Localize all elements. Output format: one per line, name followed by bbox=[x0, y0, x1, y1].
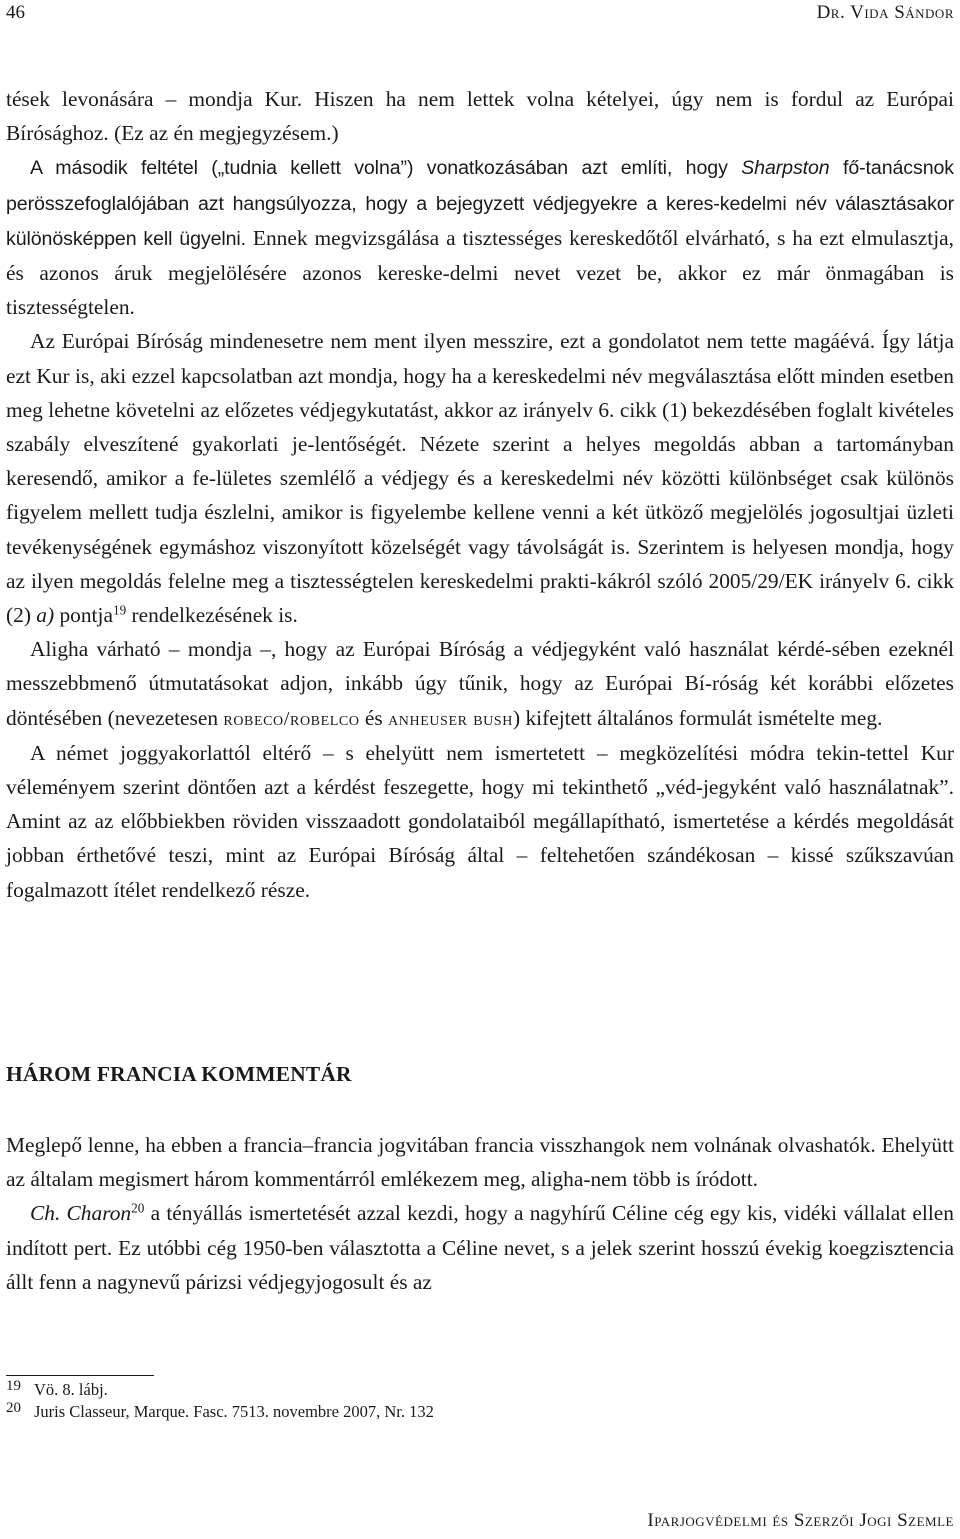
paragraph bbox=[6, 150, 954, 324]
paragraph-text: ) kifejtett általános formulát ismételte meg. bbox=[512, 705, 883, 730]
case-name: robeco/robelco bbox=[223, 707, 360, 730]
paragraph: A német joggyakorlattól eltérő – s ehelyütt nem ismertetett – megközelítési módra tekin-tettel Kur véleményem szerint döntően azt a kérdést feszegette, hogy mi tekinthető „véd-jegyként való használatnak”. Amint az az előbbiekben röviden visszaadott gondolataiból megállapítható, ismertetése a kérdés megoldását jobban érthetővé teszi, mint az Európai Bíróság által – feltehetően szándékosan – kissé szűkszavúan fogalmazott ítélet rendelkező része. bbox=[6, 740, 954, 902]
paragraph bbox=[6, 324, 954, 632]
paragraph-text: Aligha várható – mondja –, hogy az Európai Bíróság a védjegyként való használat kérdé-sében ezeknél messzebbmenő útmutatásokat adjon, inkább úgy tűnik, hogy az Európai Bí-róság két korábbi előzetes döntésében (nevezetesen bbox=[6, 637, 954, 730]
footnote-number: 19 bbox=[6, 1378, 21, 1394]
footnote-text: Vö. 8. lábj. bbox=[34, 1380, 108, 1399]
section-heading: HÁROM FRANCIA KOMMENTÁR bbox=[6, 1062, 352, 1086]
footnote-ref: 20 bbox=[131, 1201, 145, 1217]
paragraph: tések levonására – mondja Kur. Hiszen ha nem lettek volna kételyei, úgy nem is fordul az Európai Bírósághoz. (Ez az én megjegyzésem.) bbox=[6, 87, 954, 146]
footnotes bbox=[6, 1379, 434, 1423]
page-number: 46 bbox=[6, 2, 25, 23]
paragraph bbox=[6, 1196, 954, 1299]
paragraph-text: Az Európai Bíróság mindenesetre nem ment ilyen messzire, ezt a gondolatot nem tette magáévá. Így látja ezt Kur is, aki ezzel kapcsolatban azt mondja, hogy ha a kereskedelmi név megválasztása előtt minden esetben meg lehetne követelni az előzetes védjegykutatást, akkor az irányelv 6. cikk (1) bekezdésében foglalt kivételes szabály elveszítené gyakorlati je-lentőségét. Nézete szerint a helyes megoldás abban a tartományban keresendő, amikor a fe-lületes szemlélő a védjegy és a kereskedelmi név közötti különbséget csak különös figyelem mellett tudja észlelni, amikor is figyelembe kellene venni a két ütköző megjelölés jogosultjai üzleti tevékenységének egymáshoz viszonyított közelségét vagy távolságát is. Szerintem is helyesen mondja, hogy az ilyen megoldás felelne meg a tisztességtelen kereskedelmi prakti-kákról szóló 2005/29/EK irányelv 6. cikk (2) bbox=[6, 329, 954, 628]
journal-title: Iparjogvédelmi és Szerzői Jogi Szemle bbox=[647, 1510, 954, 1531]
paragraph: Meglepő lenne, ha ebben a francia–francia jogvitában francia visszhangok nem volnának olvashatók. Ehelyütt az általam megismert három kommentárról emlékezem meg, aligha-nem több is íródott. bbox=[6, 1133, 954, 1192]
footnote bbox=[6, 1401, 434, 1423]
paragraph-text: pontja bbox=[54, 603, 113, 628]
footnote bbox=[6, 1379, 434, 1401]
person-name: Sharpston bbox=[741, 157, 830, 180]
body-text bbox=[6, 82, 954, 907]
section-body bbox=[6, 1128, 954, 1299]
paragraph-text: A második feltétel („tudnia kellett volna”) vonatkozásában azt említi, hogy bbox=[30, 157, 742, 180]
author-name: Ch. Charon bbox=[30, 1201, 132, 1226]
paragraph-text: és bbox=[359, 705, 389, 730]
paragraph bbox=[6, 632, 954, 736]
footnote-rule bbox=[6, 1375, 154, 1376]
footnote-text: Juris Classeur, Marque. Fasc. 7513. novembre 2007, Nr. 132 bbox=[34, 1402, 434, 1421]
footnote-number: 20 bbox=[6, 1400, 21, 1416]
paragraph-text: a tényállás ismertetését azzal kezdi, hogy a nagyhírű Céline cég egy kis, vidéki vállalat ellen indított pert. Ez utóbbi cég 1950-ben választotta a Céline nevet, s a jelek szerint hosszú évekig koegzisztencia állt fenn a nagynevű párizsi védjegyjogosult és az bbox=[6, 1201, 954, 1294]
paragraph-text: fő-tanácsnok perösszefoglalójában azt hangsúlyozza, hogy a bejegyzett védjegyekre a keres-kedelmi név választásakor különösképpen kell ügyelni. bbox=[6, 157, 954, 250]
paragraph-text: rendelkezésének is. bbox=[126, 603, 298, 628]
footnote-ref: 19 bbox=[112, 602, 127, 618]
paragraph-text: Ennek megvizsgálása a tisztességes kereskedőtől elvárható, s ha ezt elmulasztja, és azonos áruk megjelölésére azonos kereske-delmi nevet vezet be, akkor ez már önmagában is tisztességtelen. bbox=[6, 225, 954, 320]
case-name: anheuser bush bbox=[388, 707, 513, 730]
running-head-author: Dr. Vida Sándor bbox=[816, 2, 954, 23]
point-label: a) bbox=[36, 603, 55, 628]
